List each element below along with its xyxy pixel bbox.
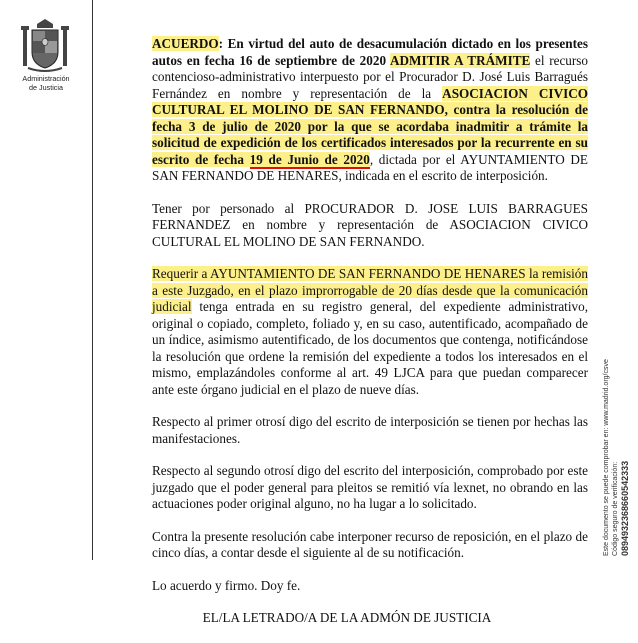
admitir-tramite: ADMITIR A TRÁMITE bbox=[390, 52, 531, 68]
document-body bbox=[106, 36, 588, 643]
requerir-rest: tenga entrada en su registro general, del expediente administrativo, original o copiado, completo, foliado y, en su caso, autentificado, acompañado de un índice, asimismo autentificado, de los documentos que contenga, notificándose la resolución que ordene la remisión del expediente a todos los interesados en el mismo, emplazándoles conforme al art. 49 LJCA para que puedan comparecer ante este órgano judicial en el plazo de nueve días. bbox=[152, 299, 588, 397]
signature-line: EL/LA LETRADO/A DE LA ADMÓN DE JUSTICIA bbox=[202, 610, 492, 625]
paragraph-acuerdo bbox=[106, 36, 588, 185]
recurso-text: el recurso contencioso-administrativo interpuesto por el Procurador D. José Luis Barragués Fernández en nombre y representación de la bbox=[152, 52, 589, 101]
paragraph-primer-otrosi: Respecto al primer otrosí digo del escrito de interposición se tienen por hechas las manifestaciones. bbox=[152, 414, 588, 446]
acuerdo-heading: ACUERDO bbox=[152, 36, 219, 51]
ayuntamiento-text: , dictada por el AYUNTAMIENTO DE SAN FERNANDO DE HENARES, indicada en el escrito de interposición. bbox=[152, 151, 588, 183]
org-label-line-2: de Justicia bbox=[29, 83, 63, 92]
paragraph-recurso: Contra la presente resolución cabe interponer recurso de reposición, en el plazo de cinco días, a contar desde el siguiente al de su notificación. bbox=[152, 528, 588, 560]
org-label-line-1: Administración bbox=[22, 74, 70, 83]
paragraph-segundo-otrosi: Respecto al segundo otrosí digo del escrito del interposición, comprobado por este juzgado que el poder general para pleitos se remitió vía lexnet, no obrando en las actuaciones poder original alguno, no ha lugar a lo solicitado. bbox=[152, 463, 588, 511]
verification-code: 0894932368660542333 bbox=[620, 460, 630, 556]
coat-of-arms-icon bbox=[20, 18, 70, 74]
verification-sidebar bbox=[603, 359, 631, 556]
requerir-highlight: Requerir a AYUNTAMIENTO DE SAN FERNANDO DE HENARES la remisión a este Juzgado, en el plazo improrrogable de 20 días desde que la comunicación judicial bbox=[152, 266, 588, 314]
verify-text-1: Este documento se puede comprobar en: www.madrid.org/csve bbox=[603, 359, 610, 556]
acuerdo-intro: : En virtud del auto de desacumulación dictado en los presentes autos en fecha 16 de septiembre de 2020 bbox=[152, 36, 588, 68]
paragraph-personado: Tener por personado al PROCURADOR D. JOSE LUIS BARRAGUES FERNANDEZ en nombre y representación de ASOCIACION CIVICO CULTURAL EL MOLINO DE SAN FERNANDO. bbox=[152, 200, 588, 249]
paragraph-requerir bbox=[106, 266, 588, 398]
verify-text-2: Código seguro de verificación: bbox=[611, 461, 619, 556]
organization-label bbox=[16, 74, 76, 92]
paragraph-firma: Lo acuerdo y firmo. Doy fe. bbox=[152, 577, 301, 593]
asociacion-resolucion: ASOCIACION CIVICO CULTURAL EL MOLINO DE SAN FERNANDO, contra la resolución de fecha 3 de julio de 2020 por la que se acordaba inadmitir a trámite la solicitud de expedición de los certificados interesados por la recurrente en su escrito de fecha bbox=[152, 85, 589, 167]
margin-rule bbox=[92, 0, 93, 560]
fecha-escrito: 19 de Junio de 2020 bbox=[249, 151, 370, 167]
